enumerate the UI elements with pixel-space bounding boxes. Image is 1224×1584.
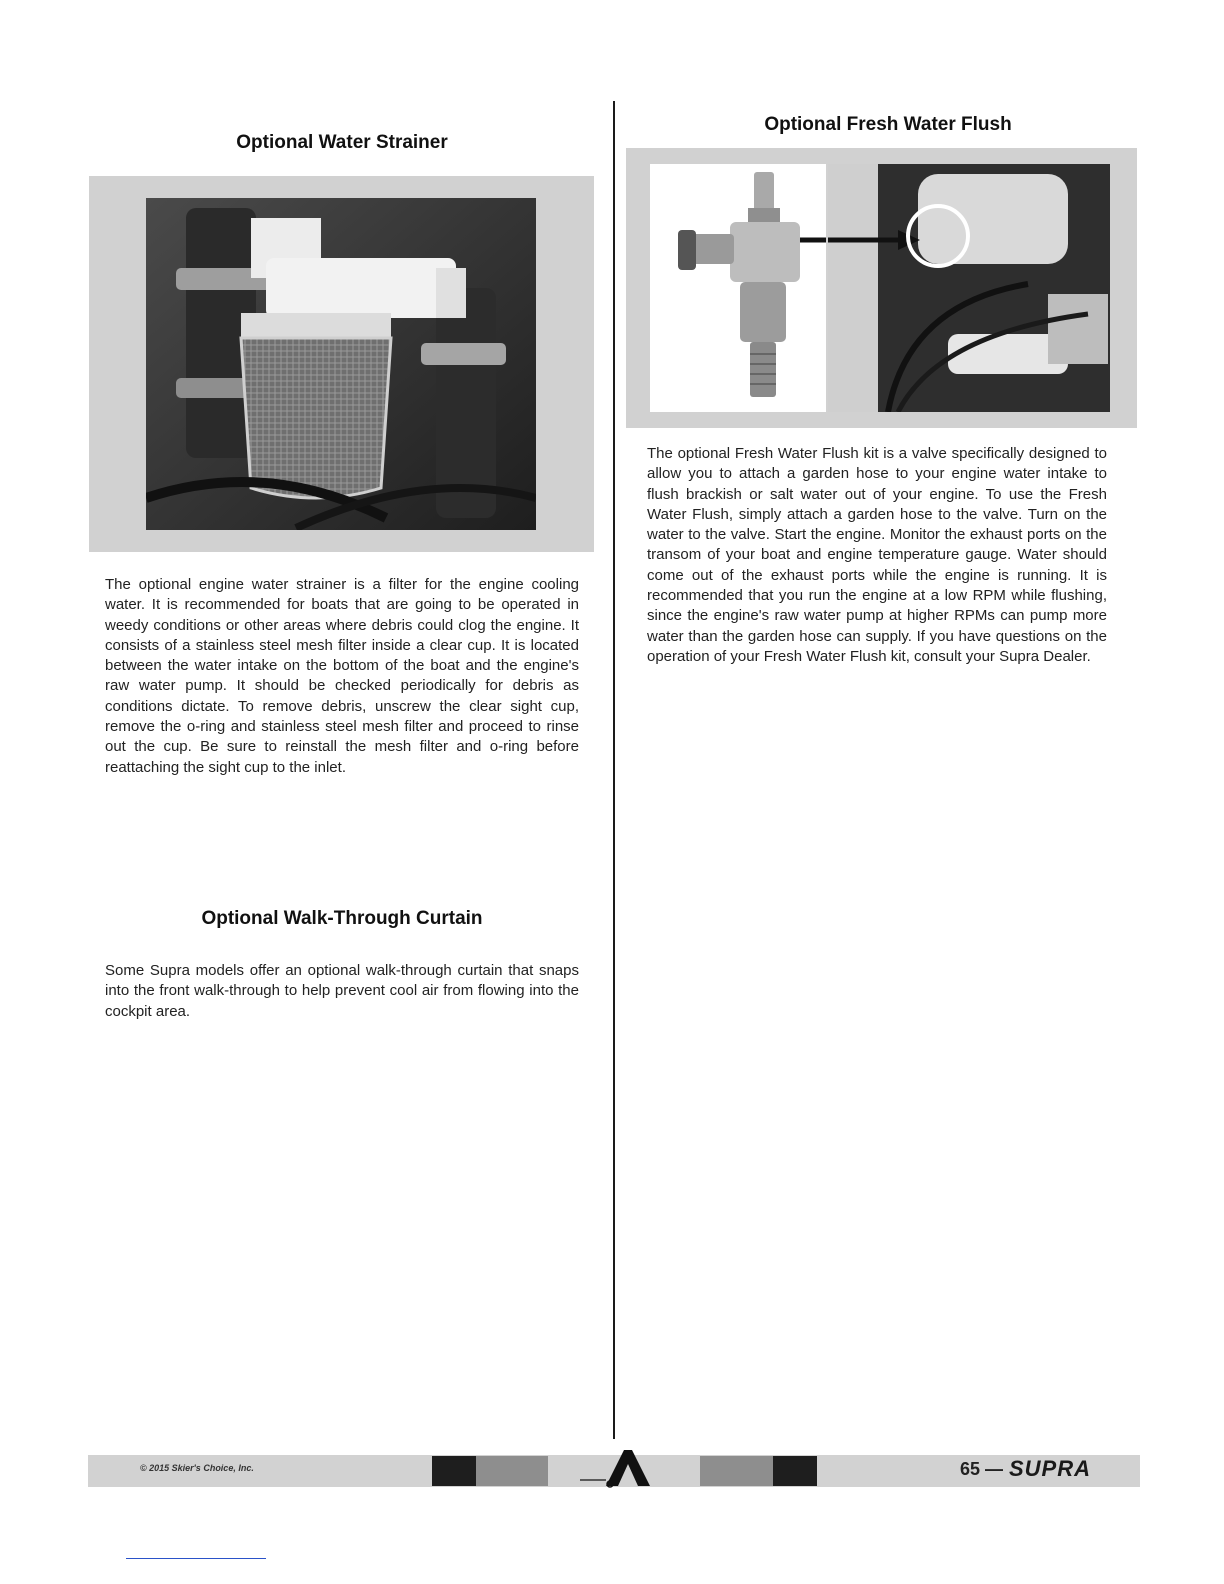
engine-bay-photo-image bbox=[828, 164, 1110, 412]
strainer-body: The optional engine water strainer is a filter for the engine cooling water. It is recommended for boats that are going to be operated in weedy conditions or other areas where debris could clog the engine. It consists of a stainless steel mesh filter inside a clear cup. It is located between the water intake on the bottom of the boat and the engine's raw water pump. It should be checked periodically for debris as conditions dictate. To remove debris, unscrew the clear sight cup, remove the o-ring and stainless steel mesh filter and proceed to rinse out the cup. Be sure to reinstall the mesh filter and o-ring before reattaching the sight cup to the inlet. bbox=[105, 576, 579, 776]
flush-body: The optional Fresh Water Flush kit is a valve specifically designed to allow you to attach a garden hose to your engine water intake to flush brackish or salt water out of your engine. To use the Fresh Water Flush, simply attach a garden hose to the valve. Turn on the water to the valve. Start the engine. Monitor the exhaust ports on the transom of your boat and engine temperature gauge. Water should come out of the exhaust ports while the engine is running. It is recommended that you run the engine at a low RPM while flushing, since the engine's raw water pump at higher RPMs can pump more water than the garden hose can supply. If you have questions on the operation of your Fresh Water Flush kit, consult your Supra Dealer. bbox=[647, 445, 1107, 665]
footer-block-dark-left bbox=[432, 1456, 476, 1486]
footer-block-dark-right bbox=[773, 1456, 817, 1486]
column-divider bbox=[613, 101, 615, 1439]
bottom-link-line bbox=[126, 1558, 266, 1559]
flush-heading: Optional Fresh Water Flush bbox=[764, 114, 1012, 135]
valve-photo bbox=[650, 164, 826, 412]
curtain-body: Some Supra models offer an optional walk-through curtain that snaps into the front walk-through to help prevent cool air from flowing into the cockpit area. bbox=[105, 962, 579, 1020]
footer-block-mid-right bbox=[700, 1456, 773, 1486]
curtain-heading: Optional Walk-Through Curtain bbox=[201, 908, 483, 929]
supra-logo: SUPRA bbox=[1009, 1456, 1092, 1481]
footer-copyright: © 2015 Skier's Choice, Inc. bbox=[140, 1463, 254, 1473]
footer-block-mid-left bbox=[476, 1456, 548, 1486]
strainer-heading: Optional Water Strainer bbox=[236, 132, 448, 153]
flush-photo-frame bbox=[626, 148, 1137, 428]
strainer-photo-frame bbox=[89, 176, 594, 552]
strainer-photo bbox=[146, 198, 536, 530]
footer-logo-icon bbox=[580, 1446, 660, 1490]
strainer-photo-image bbox=[146, 198, 536, 530]
valve-photo-image bbox=[650, 164, 826, 412]
engine-bay-photo bbox=[828, 164, 1110, 412]
page-number: 65 — bbox=[960, 1459, 1004, 1479]
